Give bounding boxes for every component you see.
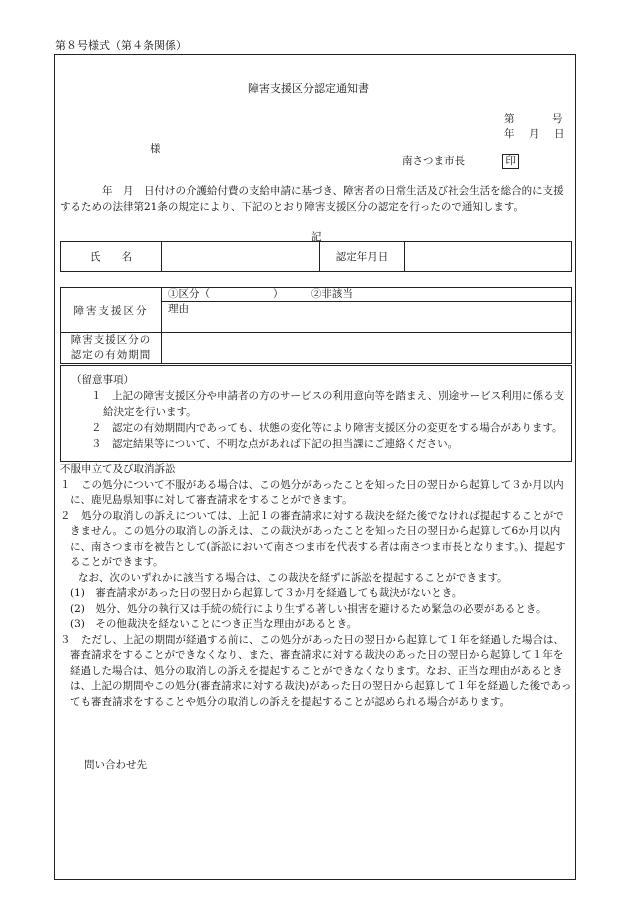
note-item: １ 上記の障害支援区分や申請者の方のサービスの利用意向等を踏まえ、別途サービス利用に係る支給決定を行います。 — [91, 390, 565, 418]
document-number-prefix: 第 — [504, 113, 515, 125]
category-option-2[interactable]: ②非該当 — [310, 288, 353, 300]
name-label: 氏 名 — [61, 242, 162, 272]
ki-label: 記 — [311, 231, 322, 243]
document-date: 年 月 日 — [504, 128, 567, 140]
appeal-paragraph-3: ３ ただし、上記の期間が経過する前に、この処分があった日の翌日から起算して１年を経過した場合は、審査請求をすることができなくなり、また、審査請求に対する裁決のあった日の翌日から起算して１年を経過した場合は、処分の取消しの訴えを提起することができなくなります。なお、正当な理由があるときは、上記の期間やこの処分(審査請求に対する裁決)があった日の翌日から起算して１年を経過した後であっても審査請求をすることや処分の取消しの訴えを提起することが認められる場合があります。 — [60, 633, 572, 708]
appeal-sub-item: (1) 審査請求があった日の翌日から起算して３か月を経過しても裁決がないとき。 — [70, 587, 463, 599]
document-title: 障害支援区分認定通知書 — [248, 82, 369, 95]
notes-heading: （留意事項） — [71, 374, 134, 386]
name-date-table — [60, 241, 572, 272]
category-label: 障害支援区分 — [61, 288, 162, 333]
validity-value[interactable] — [162, 333, 572, 364]
reason-cell[interactable] — [162, 302, 572, 333]
validity-label-line1: 障害支援区分の — [70, 334, 152, 346]
note-item: ３ 認定結果等について、不明な点があれば下記の担当課にご連絡ください。 — [91, 438, 459, 450]
validity-label — [61, 333, 162, 364]
appeal-paragraph-1: １ この処分について不服がある場合は、この処分があったことを知った日の翌日から起算して３か月以内に、鹿児島県知事に対して審査請求をすることができます。 — [60, 478, 564, 506]
name-value[interactable] — [162, 242, 320, 272]
recipient-suffix: 様 — [150, 143, 161, 155]
issuer-name: 南さつま市長 — [402, 155, 465, 167]
intro-paragraph: 年 月 日付けの介護給付費の支給申請に基づき、障害者の日常生活及び社会生活を総合的に支援するための法律第21条の規定により、下記のとおり障害支援区分の認定を行ったので通知します。 — [60, 185, 564, 213]
category-option-1[interactable]: ①区分（ ） — [168, 288, 284, 300]
contact-label: 問い合わせ先 — [84, 759, 147, 771]
form-number-label: 第８号様式（第４条関係） — [55, 39, 187, 52]
appeal-sub-item: (3) その他裁決を経ないことにつき正当な理由があるとき。 — [70, 618, 358, 630]
appeal-paragraph-2: ２ 処分の取消しの訴えについては、上記１の審査請求に対する裁決を経た後でなければ提起することができません。この処分の取消しの訴えは、この裁決があったことを知った日の翌日から起算して6か月以内に、南さつま市を被告として(訴訟において南さつま市を代表する者は南さつま市長となります。)、提起することができます。 — [60, 509, 566, 568]
category-table — [60, 287, 572, 364]
appeal-sub-item: (2) 処分、処分の執行又は手続の続行により生ずる著しい損害を避けるため緊急の必要があるとき。 — [70, 602, 547, 615]
document-number-suffix: 号 — [552, 113, 563, 125]
cert-date-label: 認定年月日 — [320, 242, 405, 272]
note-item: ２ 認定の有効期間内であっても、状態の変化等により障害支援区分の変更をする場合があります。 — [91, 422, 563, 434]
notes-box — [60, 365, 572, 462]
cert-date-value[interactable] — [405, 242, 572, 272]
seal-mark: 印 — [502, 154, 519, 169]
appeal-heading: 不服申立て及び取消訴訟 — [60, 463, 176, 475]
appeal-section — [60, 462, 573, 710]
validity-label-line2: 認定の有効期間 — [70, 349, 152, 361]
category-options — [162, 288, 572, 302]
appeal-paragraph-2b: なお、次のいずれかに該当する場合は、この裁決を経ずに訴訟を提起することができます。 — [78, 571, 508, 584]
issuer-line — [402, 153, 519, 169]
reason-label: 理由 — [168, 303, 189, 315]
